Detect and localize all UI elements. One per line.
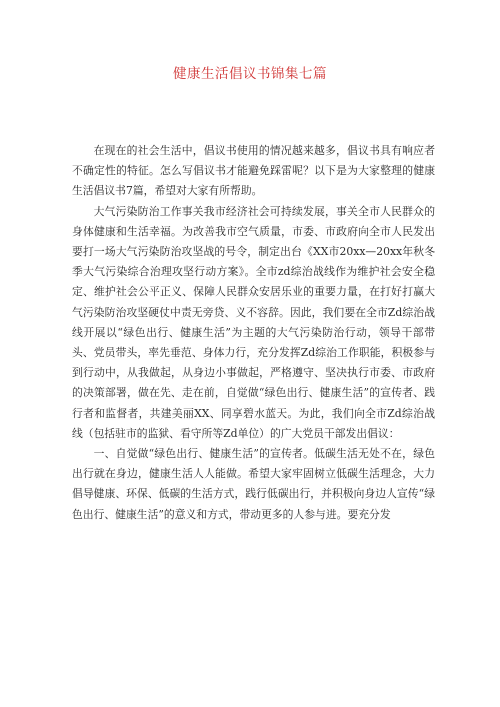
document-title: 健康生活倡议书锦集七篇 xyxy=(173,66,327,82)
paragraph-initiative-1: 一、自觉做“绿色出行、健康生活”的宣传者。低碳生活无处不在，绿色出行就在身边，健康生活人人能做。希望大家牢固树立低碳生活理念，大力倡导健康、环保、低碳的生活方式，践行低碳出行，并积极向身边人宣传“绿色出行、健康生活”的意义和方式，带动更多的人参与进。要充分发 xyxy=(72,447,435,521)
paragraph-background: 大气污染防治工作事关我市经济社会可持续发展，事关全市人民群众的身体健康和生活幸福。为改善我市空气质量，市委、市政府向全市人民发出要打一场大气污染防治攻坚战的号令，制定出台《XX市20xx—20xx年秋冬季大气污染综合治理攻坚行动方案》。全市zd综治战线作为维护社会安全稳定、维护社会公平正义、保障人民群众安居乐业的重要力量，在打好打赢大气污染防治攻坚硬仗中责无旁贷、义不容辞。因此，我们要在全市Zd综治战线开展以“绿色出行、健康生活”为主题的大气污染防治行动，领导干部带头、党员带头，率先垂范、身体力行，充分发挥Zd综治工作职能，积极参与到行动中，从我做起，从身边小事做起，严格遵守、坚决执行市委、市政府的决策部署，做在先、走在前，自觉做“绿色出行、健康生活”的宣传者、践行者和监督者，共建美丽XX、同享碧水蓝天。为此，我们向全市Zd综治战线（包括驻市的监狱、看守所等Zd单位）的广大党员干部发出倡议： xyxy=(72,204,435,440)
document-body xyxy=(72,141,435,525)
paragraph-intro: 在现在的社会生活中，倡议书使用的情况越来越多，倡议书具有响应者不确定性的特征。怎么写倡议书才能避免踩雷呢？以下是为大家整理的健康生活倡议书7篇，希望对大家有所帮助。 xyxy=(72,144,435,198)
